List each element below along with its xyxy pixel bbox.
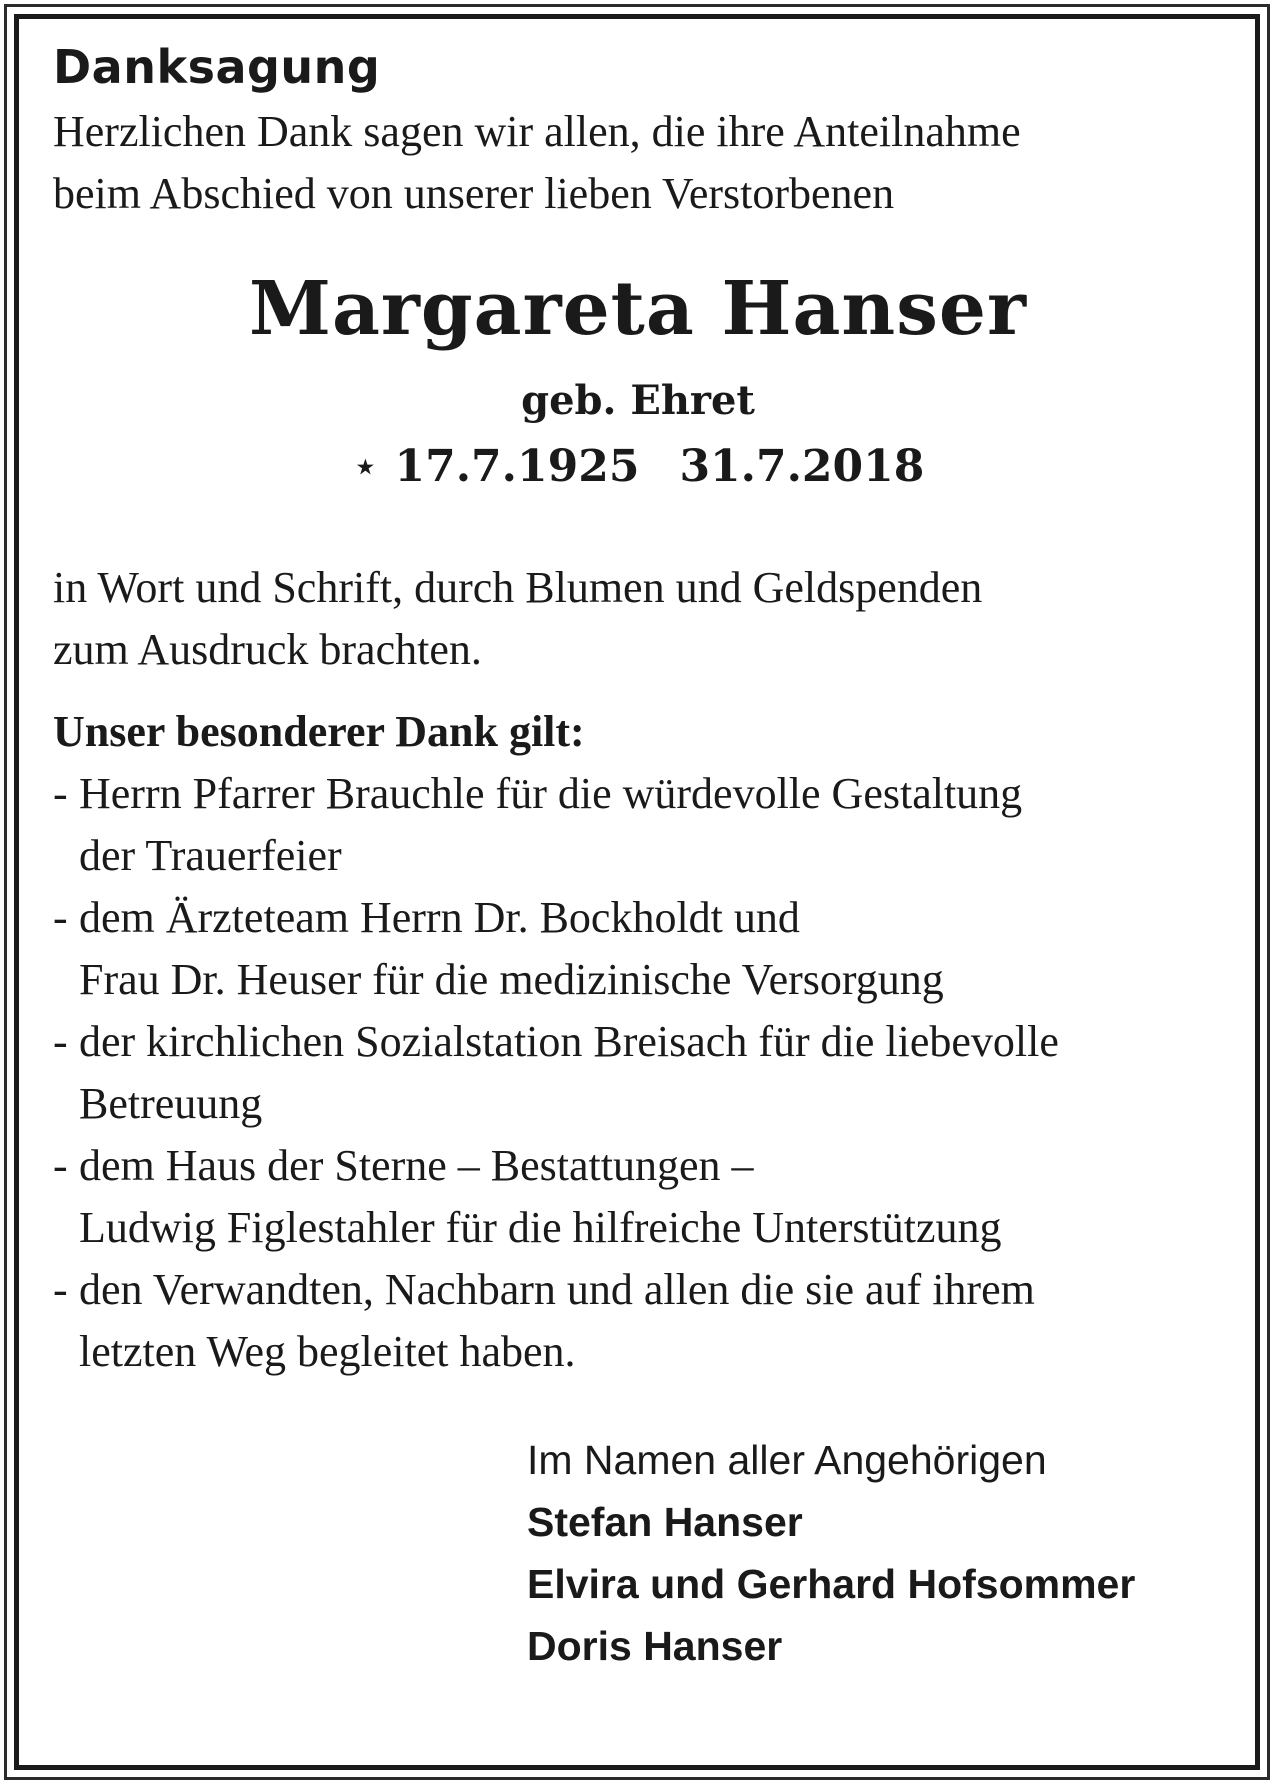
after-line: zum Ausdruck brachten. xyxy=(53,625,482,675)
intro-paragraph xyxy=(53,101,1223,225)
list-item xyxy=(53,763,1223,887)
death-date: 31.7.2018 xyxy=(679,440,925,492)
list-item-line: der kirchlichen Sozialstation Breisach für die liebevolle xyxy=(79,1017,1059,1067)
birth-date: 17.7.1925 xyxy=(394,440,640,492)
list-item-line: den Verwandten, Nachbarn und allen die sie auf ihrem xyxy=(79,1265,1035,1315)
birth-star-icon: ⋆ xyxy=(351,440,380,492)
signatory-name: Doris Hanser xyxy=(527,1623,783,1670)
list-dash: - xyxy=(53,1017,68,1067)
signatory-name: Stefan Hanser xyxy=(527,1499,803,1546)
after-line: in Wort und Schrift, durch Blumen und Geldspenden xyxy=(53,563,983,613)
list-item-line: Betreuung xyxy=(79,1079,263,1129)
list-dash: - xyxy=(53,769,68,819)
after-paragraph xyxy=(53,557,1223,681)
intro-line: beim Abschied von unserer lieben Verstorbenen xyxy=(53,169,895,219)
list-dash: - xyxy=(53,1265,68,1315)
maiden-name: geb. Ehret xyxy=(521,376,755,424)
list-item-line: Ludwig Figlestahler für die hilfreiche Unterstützung xyxy=(79,1203,1002,1253)
list-item-line: der Trauerfeier xyxy=(79,831,342,881)
obituary-notice xyxy=(53,40,1223,1677)
deceased-name: Margareta Hanser xyxy=(249,266,1027,353)
notice-heading: Danksagung xyxy=(53,40,381,94)
thanks-heading: Unser besonderer Dank gilt: xyxy=(53,707,585,757)
thanks-list xyxy=(53,763,1223,1383)
life-dates xyxy=(53,441,1223,494)
list-item-line: letzten Weg begleitet haben. xyxy=(79,1327,576,1377)
list-item-line: dem Haus der Sterne – Bestattungen – xyxy=(79,1141,754,1191)
list-item xyxy=(53,1259,1223,1383)
intro-line: Herzlichen Dank sagen wir allen, die ihre Anteilnahme xyxy=(53,107,1021,157)
list-item-line: Frau Dr. Heuser für die medizinische Versorgung xyxy=(79,955,944,1005)
list-item-line: Herrn Pfarrer Brauchle für die würdevolle Gestaltung xyxy=(79,769,1023,819)
list-dash: - xyxy=(53,1141,68,1191)
list-item xyxy=(53,887,1223,1011)
signature-block xyxy=(527,1429,1223,1677)
list-item-line: dem Ärzteteam Herrn Dr. Bockholdt und xyxy=(79,893,800,943)
list-item xyxy=(53,1011,1223,1135)
signatory-name: Elvira und Gerhard Hofsommer xyxy=(527,1561,1136,1608)
list-dash: - xyxy=(53,893,68,943)
signature-intro: Im Namen aller Angehörigen xyxy=(527,1437,1047,1484)
list-item xyxy=(53,1135,1223,1259)
